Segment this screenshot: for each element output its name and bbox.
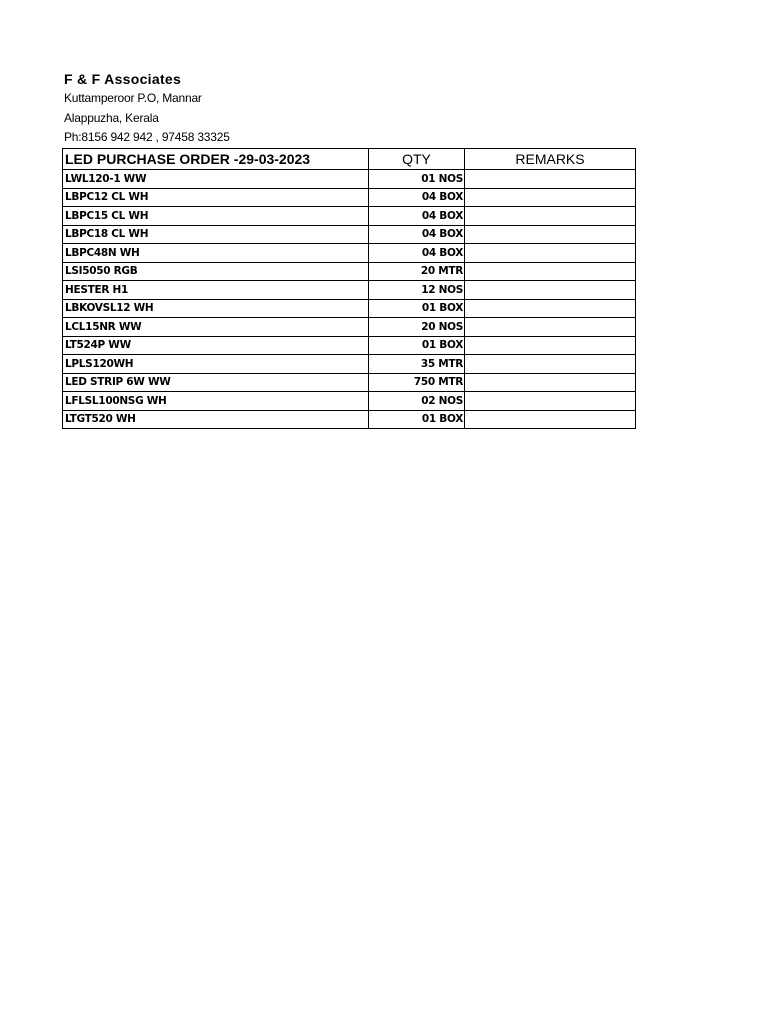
table-row: [63, 318, 636, 337]
item-cell: LBPC12 CL WH: [63, 188, 369, 207]
qty-cell: 750 MTR: [369, 373, 465, 392]
remarks-header: REMARKS: [465, 149, 636, 170]
qty-cell: 35 MTR: [369, 355, 465, 374]
table-row: [63, 188, 636, 207]
remarks-cell: [465, 318, 636, 337]
item-cell: LWL120-1 WW: [63, 170, 369, 189]
table-row: [63, 262, 636, 281]
item-cell: LPLS120WH: [63, 355, 369, 374]
item-cell: LFLSL100NSG WH: [63, 392, 369, 411]
qty-cell: 04 BOX: [369, 188, 465, 207]
table-row: [63, 392, 636, 411]
table-row: [63, 373, 636, 392]
remarks-cell: [465, 170, 636, 189]
table-row: [63, 170, 636, 189]
qty-header: QTY: [369, 149, 465, 170]
remarks-cell: [465, 262, 636, 281]
remarks-cell: [465, 188, 636, 207]
table-row: [63, 225, 636, 244]
table-row: [63, 355, 636, 374]
phone-line: Ph:8156 942 942 , 97458 33325: [64, 130, 230, 144]
qty-cell: 01 BOX: [369, 336, 465, 355]
qty-cell: 20 NOS: [369, 318, 465, 337]
item-cell: LED STRIP 6W WW: [63, 373, 369, 392]
qty-cell: 20 MTR: [369, 262, 465, 281]
item-cell: LTGT520 WH: [63, 410, 369, 429]
remarks-cell: [465, 225, 636, 244]
table-row: [63, 281, 636, 300]
remarks-cell: [465, 281, 636, 300]
address-line-2: Alappuzha, Kerala: [64, 110, 159, 125]
qty-cell: 04 BOX: [369, 244, 465, 263]
remarks-cell: [465, 373, 636, 392]
remarks-cell: [465, 392, 636, 411]
table-row: [63, 207, 636, 226]
order-title: LED PURCHASE ORDER -29-03-2023: [63, 149, 369, 170]
company-header: [64, 69, 230, 148]
item-cell: LCL15NR WW: [63, 318, 369, 337]
table-row: [63, 410, 636, 429]
remarks-cell: [465, 410, 636, 429]
qty-cell: 01 BOX: [369, 410, 465, 429]
table-header-row: [63, 149, 636, 170]
qty-cell: 01 NOS: [369, 170, 465, 189]
remarks-cell: [465, 244, 636, 263]
item-cell: LBPC18 CL WH: [63, 225, 369, 244]
qty-cell: 04 BOX: [369, 225, 465, 244]
qty-cell: 01 BOX: [369, 299, 465, 318]
table-row: [63, 336, 636, 355]
remarks-cell: [465, 355, 636, 374]
table-row: [63, 244, 636, 263]
purchase-order-table: [62, 148, 636, 429]
remarks-cell: [465, 207, 636, 226]
remarks-cell: [465, 299, 636, 318]
address-line-1: Kuttamperoor P.O, Mannar: [64, 91, 202, 105]
item-cell: LT524P WW: [63, 336, 369, 355]
remarks-cell: [465, 336, 636, 355]
table-row: [63, 299, 636, 318]
item-cell: HESTER H1: [63, 281, 369, 300]
item-cell: LSI5050 RGB: [63, 262, 369, 281]
item-cell: LBKOVSL12 WH: [63, 299, 369, 318]
item-cell: LBPC15 CL WH: [63, 207, 369, 226]
qty-cell: 02 NOS: [369, 392, 465, 411]
company-name: F & F Associates: [64, 71, 182, 87]
qty-cell: 12 NOS: [369, 281, 465, 300]
qty-cell: 04 BOX: [369, 207, 465, 226]
item-cell: LBPC48N WH: [63, 244, 369, 263]
